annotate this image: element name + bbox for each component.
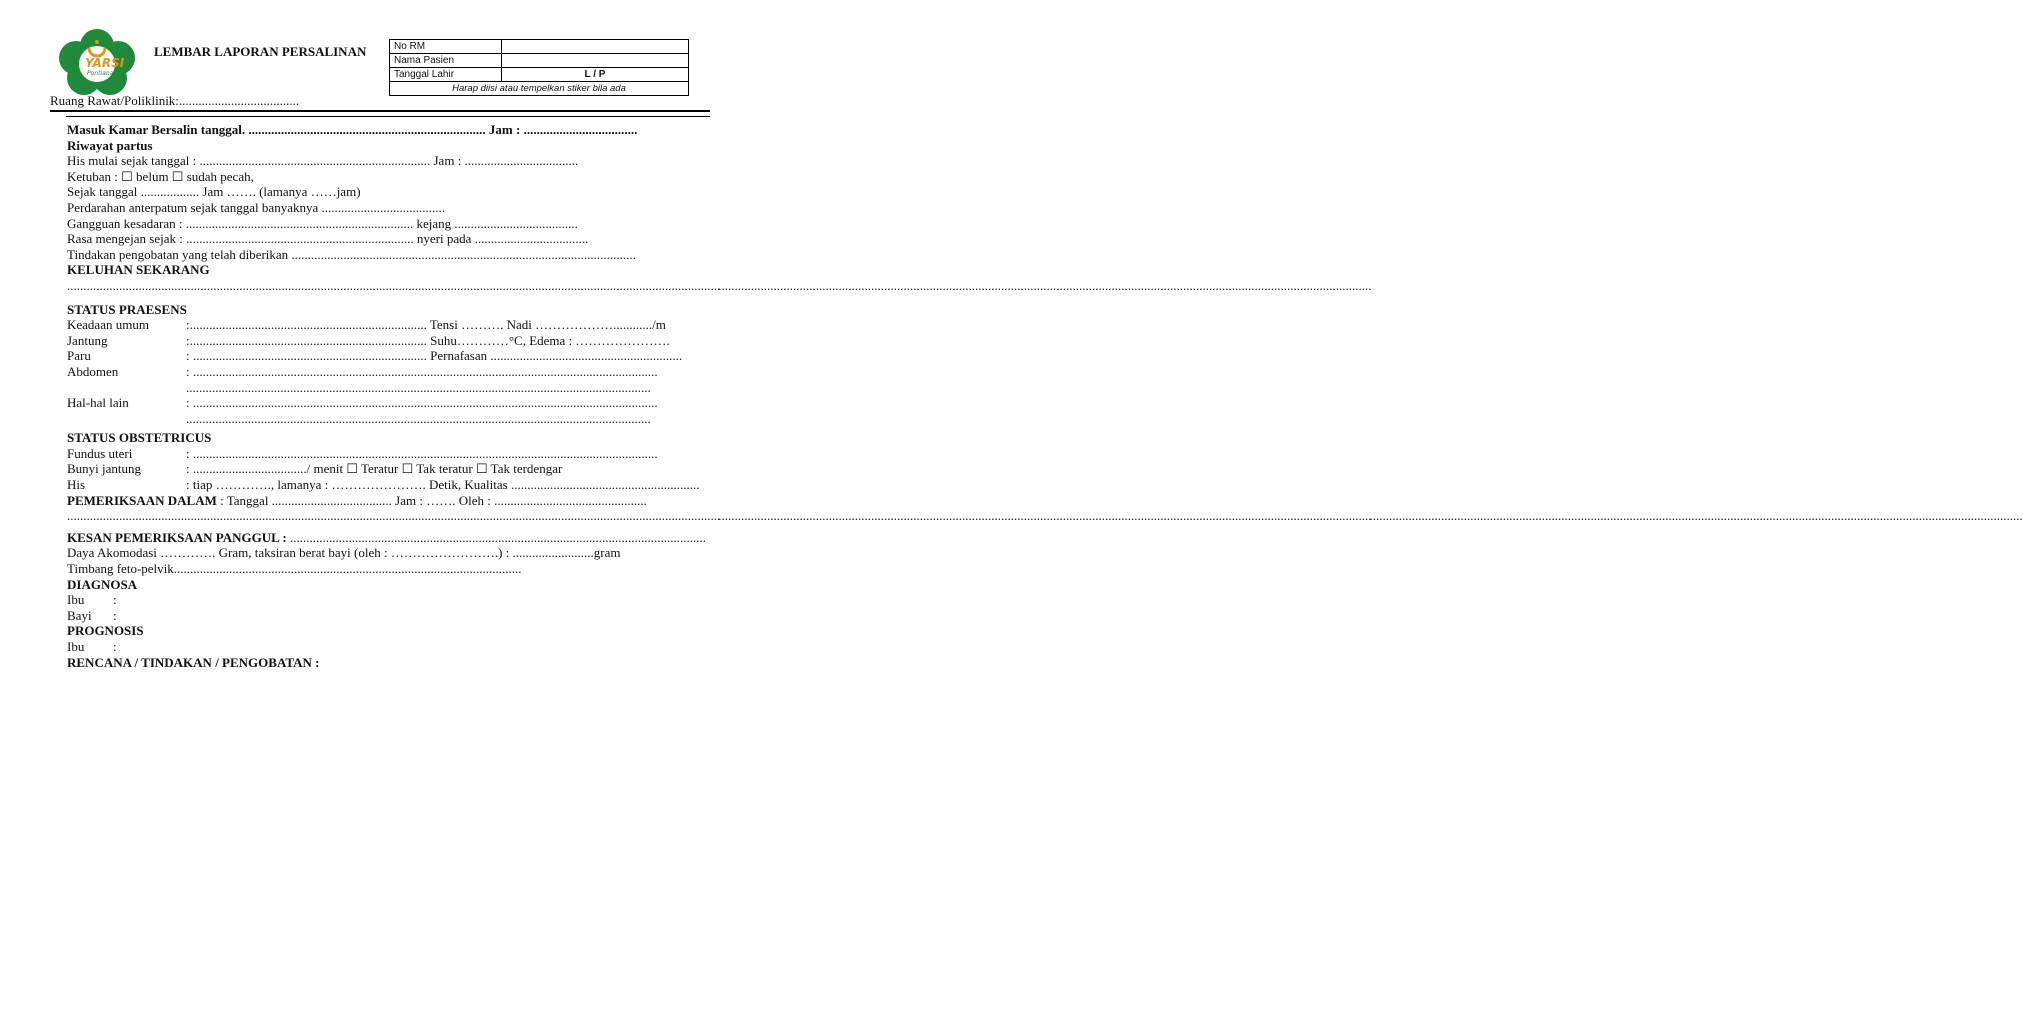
sex-field[interactable]: L / P [502,68,689,82]
patient-id-box [389,39,689,96]
tanggal-lahir-label: Tanggal Lahir [390,68,502,82]
praesens-row[interactable] [67,348,2018,364]
form-body [67,122,2023,670]
diagnosa-bayi-colon: : [113,607,117,623]
form-title: LEMBAR LAPORAN PERSALINAN [154,44,367,59]
no-rm-label: No RM [390,40,502,54]
status-praesens-heading: STATUS PRAESENS [67,301,187,317]
diagnosa-ibu-label: Ibu [67,592,85,608]
ketuban-line[interactable]: Ketuban : ☐ belum ☐ sudah pecah, [67,168,254,184]
panggul-field[interactable]: ................................................................................................................................ [286,529,706,545]
praesens-row-label: Hal-hal lain [67,395,129,411]
pemeriksaan-dalam-fields[interactable]: : Tanggal ..................................... Jam : ……. Oleh : ............................................... [216,492,647,508]
gangguan-kesadaran-line[interactable]: Gangguan kesadaran : ...................................................................... kejang ...................................... [67,215,578,231]
prognosis-ibu-label: Ibu [67,639,85,654]
obstetricus-row-label: Bunyi jantung [67,461,142,477]
praesens-row[interactable] [67,380,2018,396]
praesens-row-field[interactable]: : ............................................................................................................................................... [186,363,658,379]
praesens-row-label: Paru [67,348,91,364]
praesens-row[interactable] [67,395,2018,411]
keluhan-heading: KELUHAN SEKARANG [67,262,210,278]
riwayat-partus-heading: Riwayat partus [67,137,153,153]
praesens-row-field[interactable]: : ........................................................................ Pernafasan ........................................................... [186,348,683,364]
prognosis-ibu-row[interactable] [67,639,2018,655]
header-divider [50,110,710,112]
pemeriksaan-dalam-field-2[interactable]: ......................................................................................................................................................................................................... [718,508,1372,524]
diagnosa-ibu-row[interactable] [67,592,2018,608]
rencana-heading: RENCANA / TINDAKAN / PENGOBATAN : [67,654,320,670]
diagnosa-bayi-row[interactable] [67,608,2018,624]
nama-pasien-label: Nama Pasien [390,54,502,68]
sticker-note: Harap diisi atau tempelkan stiker bila ada [390,82,689,96]
praesens-row-field[interactable]: : ............................................................................................................................................... [186,395,658,411]
praesens-row-field[interactable]: ............................................................................................................................................... [186,379,651,395]
no-rm-field[interactable] [502,40,689,54]
obstetricus-row-field[interactable]: : ............................................................................................................................................... [186,445,658,461]
diagnosa-heading: DIAGNOSA [67,576,138,592]
diagnosa-ibu-colon: : [113,592,117,608]
ruang-rawat-field[interactable]: ..................................... [178,93,300,108]
pemeriksaan-dalam-field-1[interactable]: ......................................................................................................................................................................................................... [67,508,721,524]
praesens-row-field[interactable]: :......................................................................... Suhu…………°C, Edema : …………………. [186,332,670,348]
keluhan-field-1[interactable]: ......................................................................................................................................................................................................... [67,277,721,293]
hospital-logo [58,28,136,96]
ruang-rawat-line [50,93,299,109]
logo-text: YARSI [85,56,125,70]
prognosis-heading: PROGNOSIS [67,623,144,639]
pemeriksaan-dalam-heading: PEMERIKSAAN DALAM [67,492,217,508]
pemeriksaan-dalam-line[interactable] [67,493,2018,509]
praesens-row[interactable] [67,333,2018,349]
status-obstetricus-heading: STATUS OBSTETRICUS [67,430,212,446]
praesens-row-field[interactable]: ............................................................................................................................................... [186,410,651,426]
prognosis-ibu-colon: : [113,639,117,654]
praesens-row-label: Keadaan umum [67,317,149,333]
tindakan-pengobatan-line[interactable]: Tindakan pengobatan yang telah diberikan .......................................................................................................... [67,246,636,262]
obstetricus-row-label: Fundus uteri [67,445,133,461]
panggul-line[interactable] [67,530,2018,546]
diagnosa-bayi-label: Bayi [67,607,92,623]
obstetricus-row[interactable] [67,446,2018,462]
section-divider [66,116,710,117]
keluhan-field-2[interactable]: ......................................................................................................................................................................................................... [718,277,1372,293]
pemeriksaan-dalam-field-3[interactable]: ......................................................................................................................................................................................................... [1369,508,2023,524]
sejak-tanggal-line[interactable]: Sejak tanggal .................. Jam ……. (lamanya ……jam) [67,184,361,200]
obstetricus-row-field[interactable]: : .................................../ menit ☐ Teratur ☐ Tak teratur ☐ Tak terdengar [186,461,563,477]
praesens-row[interactable] [67,411,2018,427]
logo-subtext: Pontianak [87,70,117,77]
ruang-rawat-label: Ruang Rawat/Poliklinik: [50,93,179,108]
obstetricus-row[interactable] [67,477,2018,493]
praesens-row[interactable] [67,364,2018,380]
obstetricus-row-label: His [67,477,86,493]
praesens-row-label: Jantung [67,332,108,348]
daya-akomodasi-line[interactable]: Daya Akomodasi …………. Gram, taksiran berat bayi (oleh : …………………….) : .........................gram [67,545,621,561]
obstetricus-row-field[interactable]: : tiap …………., lamanya : …………………. Detik, Kualitas .......................................................... [186,477,700,493]
praesens-row[interactable] [67,317,2018,333]
panggul-heading: KESAN PEMERIKSAAN PANGGUL : [67,529,287,545]
timbang-feto-pelvik-line[interactable]: Timbang feto-pelvik........................................................................................................... [67,561,522,577]
rasa-mengejan-line[interactable]: Rasa mengejan sejak : ...................................................................... nyeri pada ................................... [67,231,589,247]
praesens-row-field[interactable]: :......................................................................... Tensi ………. Nadi ………………............/m [186,317,666,333]
obstetricus-row[interactable] [67,461,2018,477]
his-mulai-line[interactable]: His mulai sejak tanggal : ....................................................................... Jam : ................................... [67,153,579,169]
perdarahan-line[interactable]: Perdarahan anterpatum sejak tanggal banyaknya ...................................... [67,199,445,215]
nama-pasien-field[interactable] [502,54,689,68]
praesens-row-label: Abdomen [67,363,119,379]
masuk-kamar-line[interactable]: Masuk Kamar Bersalin tanggal. ......................................................................... Jam : ................................... [67,122,638,137]
